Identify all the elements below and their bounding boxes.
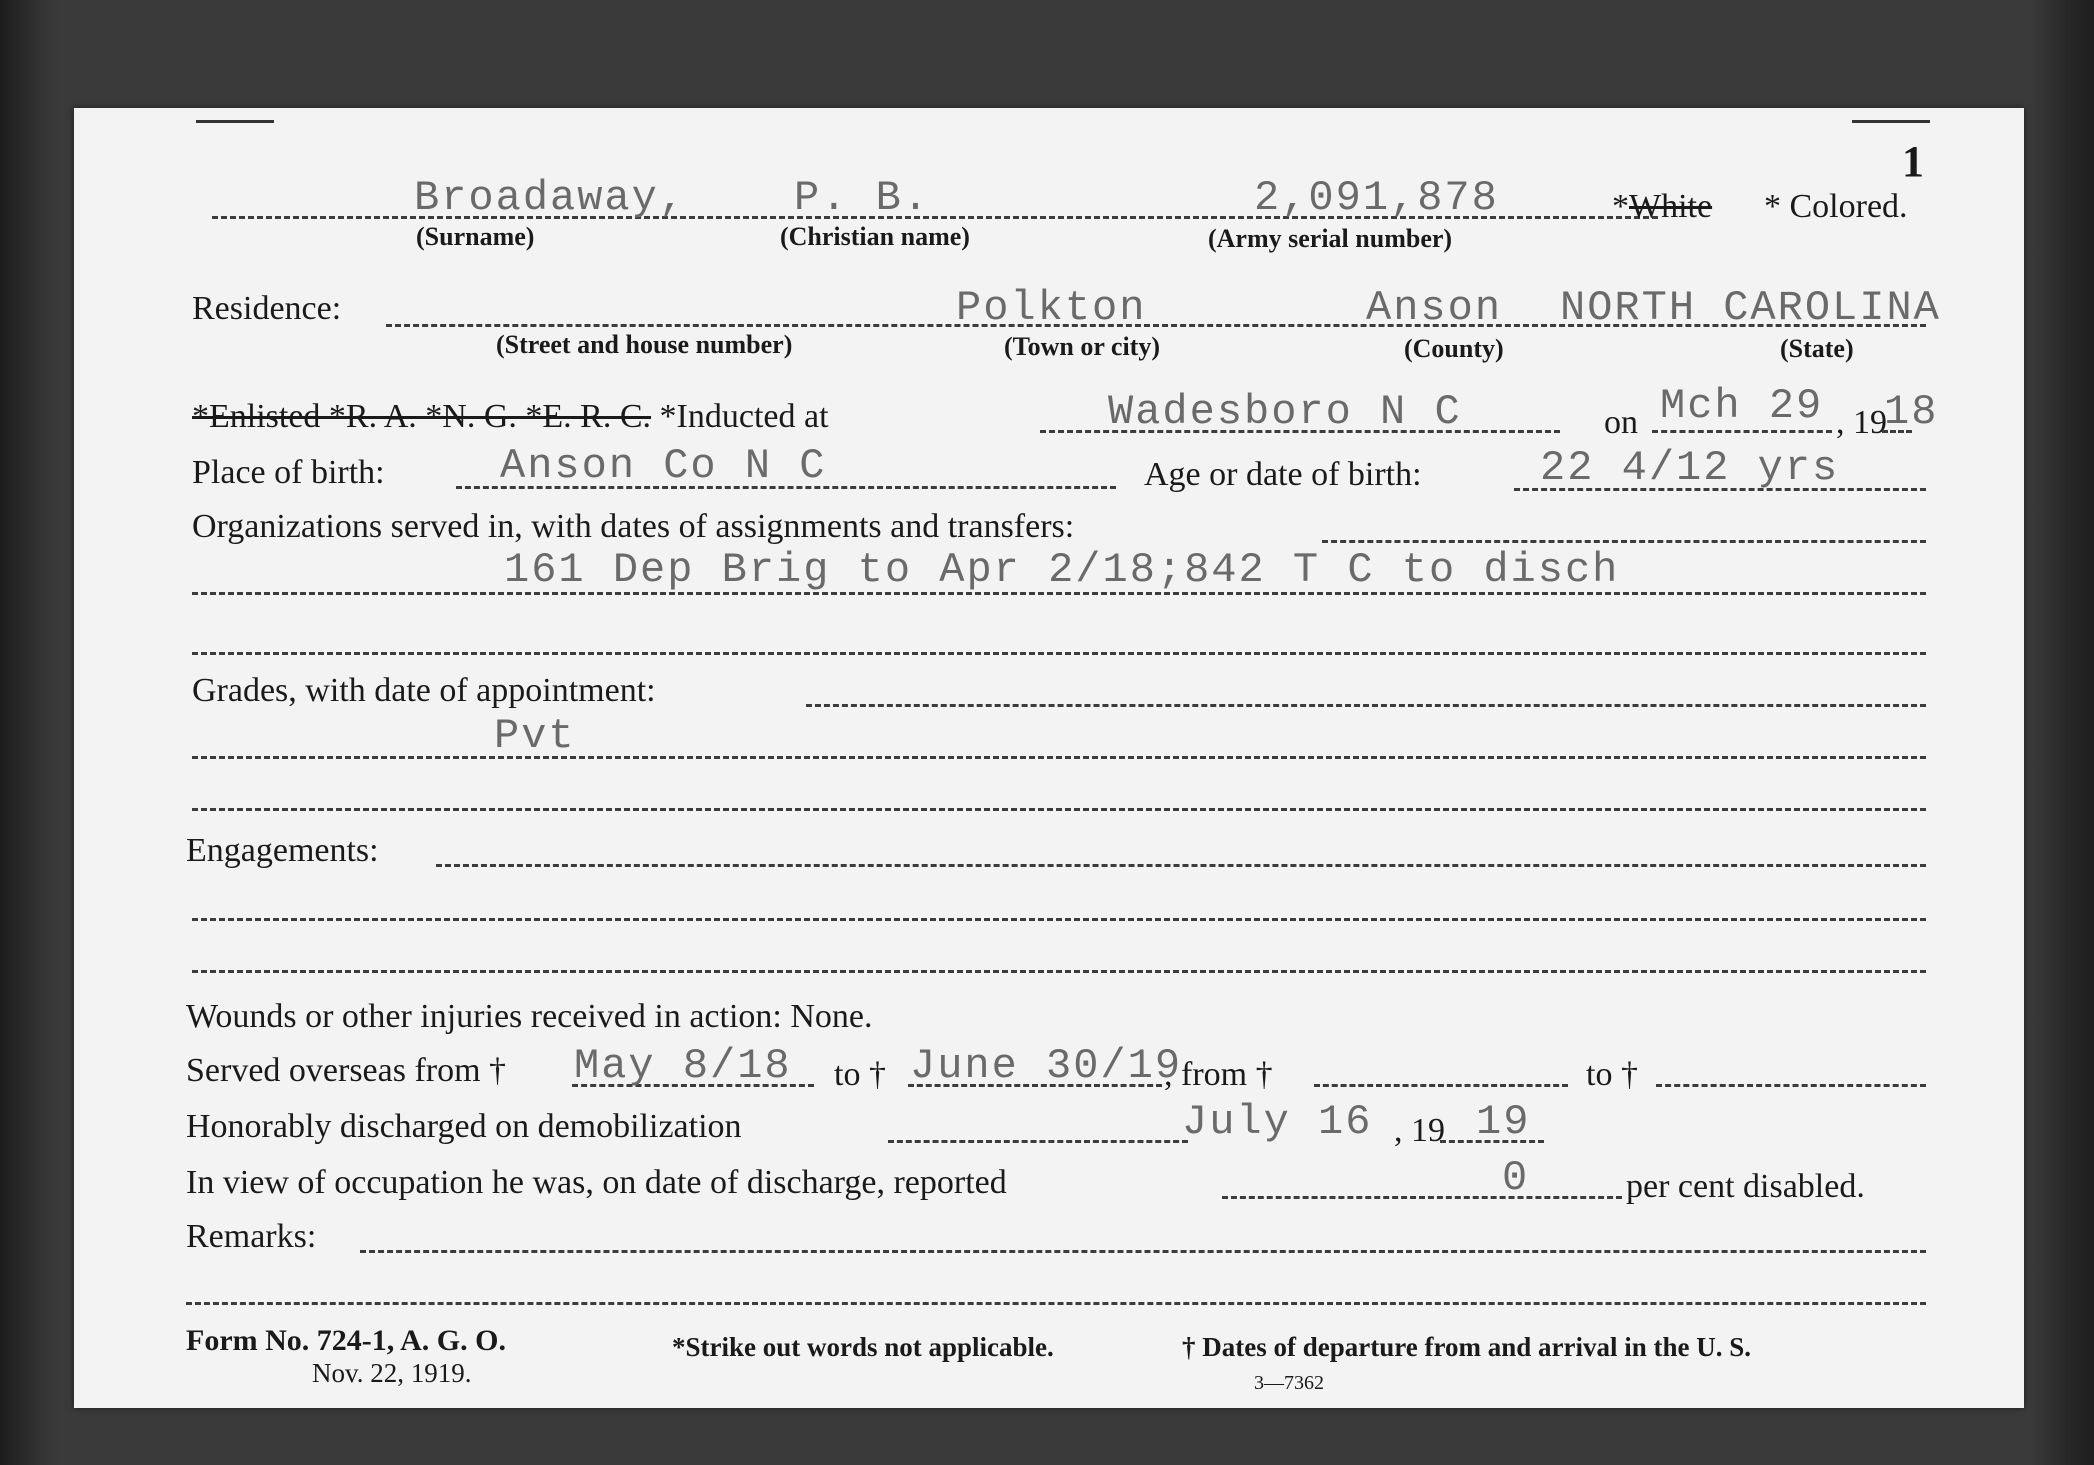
age-label: Age or date of birth:: [1144, 456, 1422, 493]
inducted-year-value: 18: [1884, 388, 1939, 436]
on-label: on: [1604, 404, 1638, 441]
engagements-rule-3: [192, 970, 1926, 973]
organizations-label: Organizations served in, with dates of assignments and transfers:: [192, 508, 1075, 545]
top-right-mark: [1852, 120, 1930, 123]
per-cent-label: per cent disabled.: [1626, 1168, 1865, 1205]
grades-label: Grades, with date of appointment:: [192, 672, 656, 709]
age-value: 22 4/12 yrs: [1540, 444, 1840, 492]
strike-note: *Strike out words not applicable.: [672, 1332, 1054, 1362]
organizations-value: 161 Dep Brig to Apr 2/18;842 T C to disch: [504, 546, 1620, 594]
surname-value: Broadaway,: [414, 174, 687, 222]
discharge-label: Honorably discharged on demobilization: [186, 1108, 742, 1145]
discharge-year-value: 19: [1476, 1098, 1531, 1146]
town-value: Polkton: [956, 284, 1147, 332]
enlistment-type: *Enlisted *R. A. *N. G. *E. R. C. *Inducted at: [192, 398, 829, 435]
wounds-label: Wounds or other injuries received in action: None.: [186, 998, 873, 1035]
county-value: Anson: [1366, 284, 1503, 332]
print-code: 3—7362: [1254, 1372, 1324, 1394]
discharge-date-value: July 16: [1182, 1098, 1373, 1146]
overseas-from-value: May 8/18: [574, 1042, 792, 1090]
birthplace-label: Place of birth:: [192, 454, 385, 491]
remarks-label: Remarks:: [186, 1218, 317, 1255]
overseas-to-label: to †: [834, 1056, 886, 1093]
org-rule-1: [1322, 540, 1926, 543]
date-rule: [1652, 430, 1832, 433]
discharge-year-prefix: , 19: [1394, 1112, 1445, 1149]
engagements-rule-1: [436, 864, 1926, 867]
form-number: Form No. 724-1, A. G. O.: [186, 1324, 506, 1357]
state-value: NORTH CAROLINA: [1560, 284, 1941, 332]
year-prefix: , 19: [1836, 404, 1887, 441]
engagements-rule-2: [192, 918, 1926, 921]
town-caption: (Town or city): [1004, 332, 1160, 361]
grades-rule-3: [192, 808, 1926, 811]
form-date: Nov. 22, 1919.: [312, 1358, 472, 1388]
race-colored: * Colored.: [1764, 188, 1908, 225]
grades-rule-2: [192, 756, 1926, 759]
service-record-card: [74, 108, 2024, 1408]
dates-note: † Dates of departure from and arrival in the U. S.: [1182, 1332, 1751, 1362]
grades-value: Pvt: [494, 712, 576, 760]
residence-label: Residence:: [192, 290, 342, 327]
org-rule-3: [192, 652, 1926, 655]
discharge-rule: [888, 1140, 1188, 1143]
remarks-rule-2: [186, 1302, 1926, 1305]
disability-value: 0: [1502, 1154, 1530, 1202]
overseas-label: Served overseas from †: [186, 1052, 507, 1089]
christian-name-value: P. B.: [794, 174, 931, 222]
inducted-date-value: Mch 29: [1660, 382, 1824, 430]
second-from-rule: [1314, 1084, 1568, 1087]
second-from-label: , from †: [1164, 1056, 1273, 1093]
second-to-rule: [1656, 1084, 1926, 1087]
surname-caption: (Surname): [416, 222, 535, 251]
christian-name-caption: (Christian name): [780, 222, 970, 251]
race-white: *White: [1612, 188, 1713, 225]
birthplace-value: Anson Co N C: [500, 442, 827, 490]
top-left-mark: [196, 120, 274, 123]
overseas-to-value: June 30/19: [910, 1042, 1183, 1090]
engagements-label: Engagements:: [186, 832, 379, 869]
inducted-place-value: Wadesboro N C: [1108, 388, 1462, 436]
card-number: 1: [1902, 137, 1924, 186]
org-rule-2: [192, 592, 1926, 595]
state-caption: (State): [1780, 334, 1854, 363]
county-caption: (County): [1404, 334, 1504, 363]
grades-rule-1: [806, 704, 1926, 707]
serial-number-value: 2,091,878: [1254, 174, 1499, 222]
serial-caption: (Army serial number): [1208, 224, 1453, 253]
second-to-label: to †: [1586, 1056, 1638, 1093]
disability-rule: [1222, 1196, 1622, 1199]
street-caption: (Street and house number): [496, 330, 793, 359]
remarks-rule-1: [360, 1250, 1926, 1253]
disability-label: In view of occupation he was, on date of discharge, reported: [186, 1164, 1007, 1201]
